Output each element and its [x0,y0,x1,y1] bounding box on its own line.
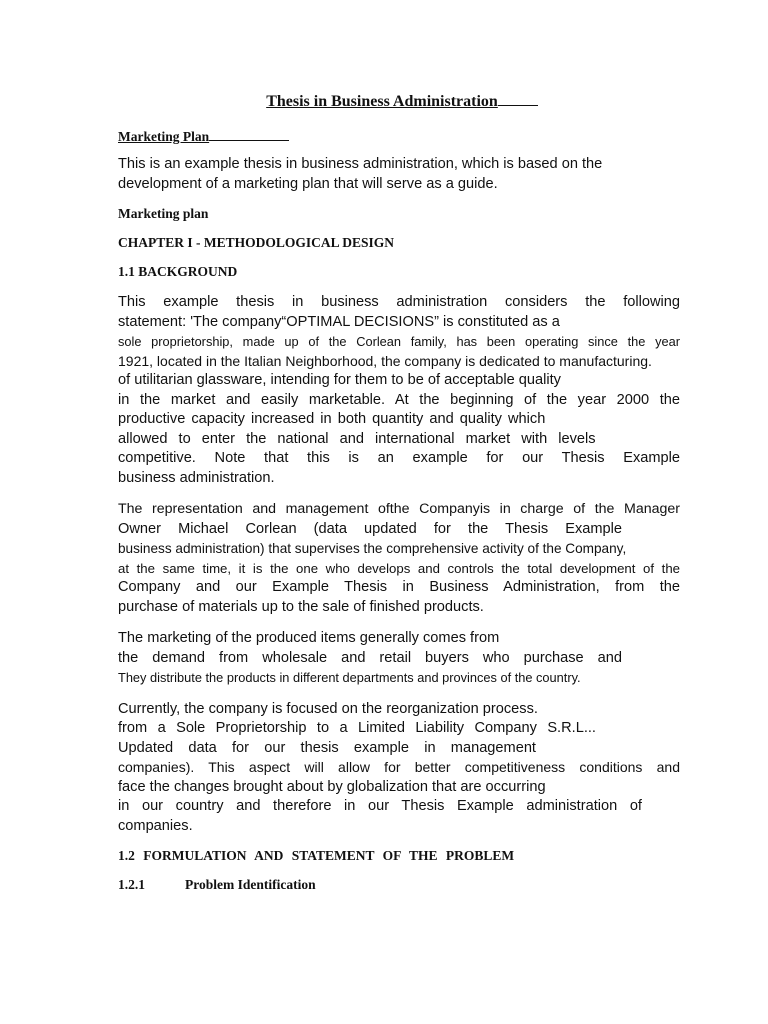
paragraph-line: productive capacity increased in both quantity and quality which [118,411,546,427]
chapter-heading: CHAPTER I - METHODOLOGICAL DESIGN [118,235,395,250]
paragraph-line: The marketing of the produced items generally comes from [118,630,500,646]
document-content [118,92,680,906]
paragraph-line: They distribute the products in different departments and provinces of the country. [118,670,581,685]
subheading-text: Marketing Plan [118,129,210,144]
paragraph-line: face the changes brought about by globalization that are occurring [118,778,546,795]
paragraph-line: The representation and management ofthe Companyis in charge of the Manager [118,501,680,517]
background-paragraph-2 [118,500,680,617]
paragraph-line: at the same time, it is the one who develops and controls the total development of the [118,560,680,576]
title-underline-fill [498,92,538,106]
subheading-underline-fill [209,127,289,141]
paragraph-line: allowed to enter the national and international market with levels [118,430,596,447]
paragraph-line: the demand from wholesale and retail buyers who purchase and [118,649,622,666]
paragraph-line: statement: 'The company“OPTIMAL DECISIONS” is constituted as a [118,313,560,330]
paragraph-line: Owner Michael Corlean (data updated for the Thesis Example [118,520,622,537]
paragraph-line: purchase of materials up to the sale of finished products. [118,598,484,615]
section-subheading [118,127,680,145]
paragraph-line: competitive. Note that this is an example for our Thesis Example [118,450,680,466]
subsection-title: Problem Identification [185,877,316,892]
section-heading-1-2-1 [118,877,680,893]
paragraph-line: in the market and easily marketable. At the beginning of the year 2000 the [118,391,680,408]
background-paragraph-1 [118,293,680,488]
paragraph-line: Updated data for our thesis example in management [118,739,536,756]
paragraph-line: from a Sole Proprietorship to a Limited Liability Company S.R.L... [118,720,596,736]
background-paragraph-3 [118,629,680,688]
paragraph-line: companies). This aspect will allow for better competitiveness conditions and [118,759,680,775]
paragraph-line: business administration. [118,469,275,486]
marketing-plan-label: Marketing plan [118,206,209,221]
paragraph-line: in our country and therefore in our Thesis Example administration of [118,798,642,814]
section-heading-1-1: 1.1 BACKGROUND [118,264,238,279]
paragraph-line: sole proprietorship, made up of the Corlean family, has been operating since the year [118,334,680,349]
intro-line: development of a marketing plan that will serve as a guide. [118,175,498,192]
paragraph-line: 1921, located in the Italian Neighborhood, the company is dedicated to manufacturing. [118,352,652,369]
paragraph-line: Company and our Example Thesis in Business Administration, from the [118,579,680,595]
section-heading-1-2: 1.2 FORMULATION AND STATEMENT OF THE PROBLEM [118,848,515,863]
paragraph-line: of utilitarian glassware, intending for them to be of acceptable quality [118,372,561,388]
paragraph-line: Currently, the company is focused on the reorganization process. [118,700,538,717]
paragraph-line: business administration) that supervises the comprehensive activity of the Company, [118,541,627,556]
paragraph-line: companies. [118,817,193,834]
intro-paragraph [118,155,680,194]
paragraph-line: This example thesis in business administration considers the following [118,294,680,310]
background-paragraph-4 [118,700,680,837]
document-title-text: Thesis in Business Administration [266,93,498,110]
document-title [118,92,680,111]
subsection-number: 1.2.1 [118,877,145,892]
intro-line: This is an example thesis in business administration, which is based on the [118,156,603,172]
